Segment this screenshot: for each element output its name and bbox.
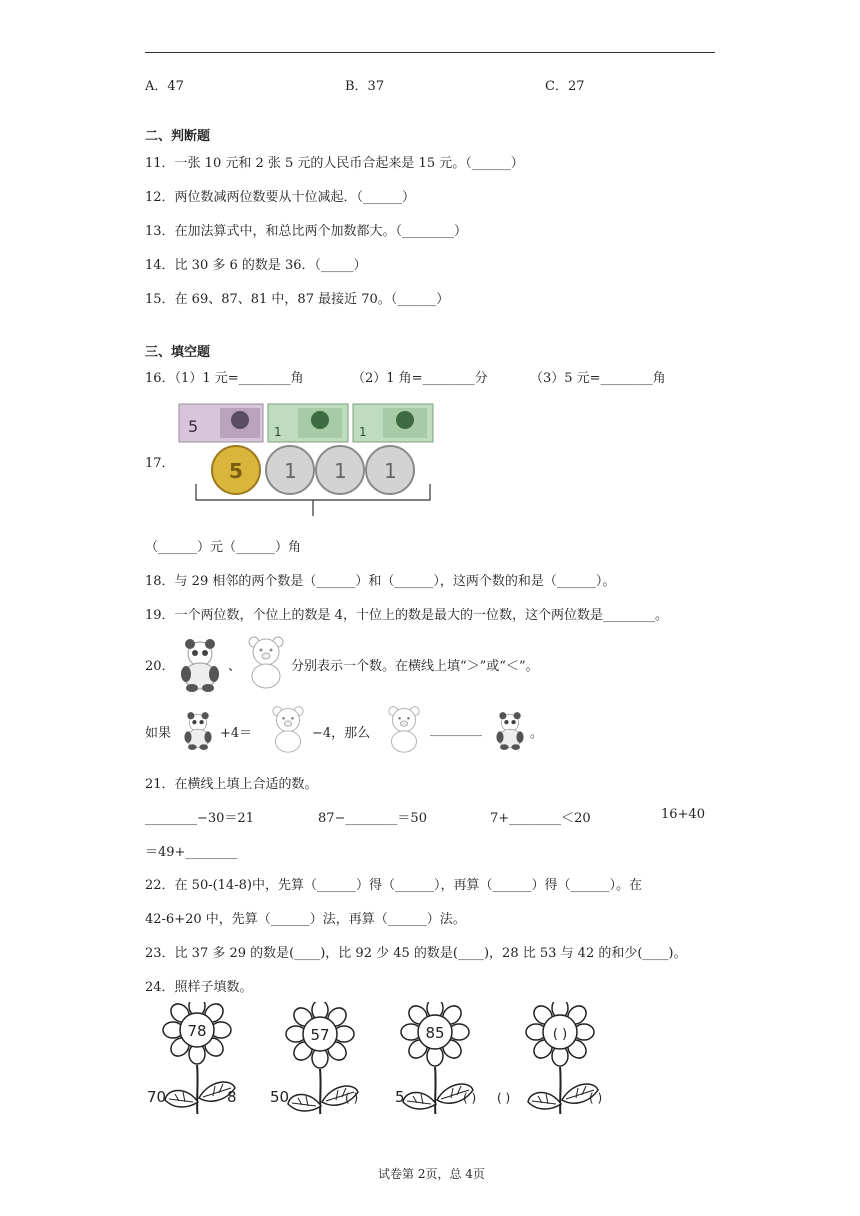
one-jiao-bill-icon bbox=[268, 404, 348, 442]
flower-left-value: 50 bbox=[270, 1088, 290, 1106]
question-14: 14．比 30 多 6 的数是 36．（_____） bbox=[145, 258, 367, 273]
sunflower-illustration bbox=[145, 1002, 645, 1114]
five-jiao-coin-icon bbox=[212, 446, 260, 494]
money-illustration bbox=[178, 402, 434, 522]
five-yuan-bill-icon bbox=[179, 404, 263, 442]
option-c: C．27 bbox=[545, 79, 585, 94]
flower-center-value: 57 bbox=[310, 1026, 330, 1044]
bear-icon bbox=[268, 704, 308, 754]
question-18: 18．与 29 相邻的两个数是（______）和（______），这两个数的和是（______）。 bbox=[145, 574, 616, 589]
question-21-expr-a[interactable]: ________−30＝21 bbox=[145, 811, 254, 826]
question-22-line1: 22．在 50-(14-8)中，先算（______）得（______），再算（______）得（______）。在 bbox=[145, 878, 642, 893]
page-footer: 试卷第 2页，总 4页 bbox=[378, 1167, 485, 1181]
question-19: 19．一个两位数，个位上的数是 4，十位上的数是最大的一位数，这个两位数是________。 bbox=[145, 608, 668, 623]
question-15: 15．在 69、87、81 中，87 最接近 70。（______） bbox=[145, 292, 450, 307]
bill-value: 1 bbox=[274, 425, 282, 439]
flower-center-value: 85 bbox=[425, 1024, 445, 1042]
panda-icon bbox=[490, 708, 530, 752]
flower-center-value: ( ) bbox=[552, 1027, 568, 1042]
question-20-minus4: −4，那么 bbox=[312, 726, 371, 741]
question-20-plus4: +4＝ bbox=[220, 726, 253, 741]
sunflower-icon bbox=[163, 1002, 235, 1114]
question-16-part2: （2）1 角=________分 bbox=[352, 371, 488, 386]
one-jiao-bill-icon bbox=[353, 404, 433, 442]
flower-left-value: 5 bbox=[395, 1088, 405, 1106]
bear-icon bbox=[244, 634, 288, 690]
question-12: 12．两位数减两位数要从十位减起．（______） bbox=[145, 190, 416, 205]
one-jiao-coin-icon bbox=[266, 446, 314, 494]
question-13: 13．在加法算式中，和总比两个加数都大。（________） bbox=[145, 224, 468, 239]
flower-center-value: 78 bbox=[187, 1022, 207, 1040]
coin-value: 1 bbox=[284, 459, 297, 483]
question-20-text: 分别表示一个数。在横线上填“＞”或“＜”。 bbox=[291, 659, 539, 674]
option-a: A．47 bbox=[145, 79, 184, 94]
coin-value: 1 bbox=[334, 459, 347, 483]
section2-title: 二、判断题 bbox=[145, 129, 211, 144]
question-22-line2: 42-6+20 中，先算（______）法，再算（______）法。 bbox=[145, 912, 466, 927]
question-21-expr-d: 16+40 bbox=[661, 807, 705, 822]
question-20-if: 如果 bbox=[145, 726, 172, 741]
bill-value: 5 bbox=[188, 417, 199, 436]
question-23: 23．比 37 多 29 的数是(____)，比 92 少 45 的数是(____)，28 比 53 与 42 的和少(____)。 bbox=[145, 946, 687, 961]
panda-icon bbox=[172, 636, 228, 692]
question-20-end: 。 bbox=[530, 726, 544, 741]
flower-left-value: 70 bbox=[147, 1088, 167, 1106]
coin-value: 1 bbox=[384, 459, 397, 483]
question-11: 11．一张 10 元和 2 张 5 元的人民币合起来是 15 元。（______） bbox=[145, 156, 524, 171]
flower-left-value: ( ) bbox=[497, 1091, 511, 1105]
question-16-part1: 16．（1）1 元=________角 bbox=[145, 371, 304, 386]
one-jiao-coin-icon bbox=[366, 446, 414, 494]
flower-right-value: ( ) bbox=[589, 1091, 603, 1105]
one-jiao-coin-icon bbox=[316, 446, 364, 494]
option-b: B．37 bbox=[345, 79, 385, 94]
panda-icon bbox=[178, 708, 218, 752]
question-20-blank[interactable]: ________ bbox=[430, 722, 482, 737]
question-21-expr-b[interactable]: 87−________＝50 bbox=[318, 811, 427, 826]
question-21-expr-c[interactable]: 7+________＜20 bbox=[490, 811, 591, 826]
flower-right-value: 8 bbox=[227, 1088, 237, 1106]
bear-icon bbox=[384, 704, 424, 754]
flower-right-value: ( ) bbox=[345, 1091, 359, 1105]
question-20-separator: 、 bbox=[228, 659, 242, 674]
question-16-part3: （3）5 元=________角 bbox=[530, 371, 666, 386]
question-24: 24．照样子填数。 bbox=[145, 980, 253, 995]
question-17-number: 17． bbox=[145, 456, 175, 471]
question-21-expr-e[interactable]: ＝49+________ bbox=[145, 845, 238, 860]
sunflower-icon bbox=[526, 1002, 598, 1114]
coin-value: 5 bbox=[229, 459, 243, 483]
top-rule bbox=[145, 52, 715, 53]
question-21: 21．在横线上填上合适的数。 bbox=[145, 777, 318, 792]
section3-title: 三、填空题 bbox=[145, 345, 211, 360]
flower-right-value: ( ) bbox=[463, 1091, 477, 1105]
question-17-answer: （______）元（______）角 bbox=[145, 540, 302, 555]
bill-value: 1 bbox=[359, 425, 367, 439]
question-20-number: 20． bbox=[145, 659, 175, 674]
